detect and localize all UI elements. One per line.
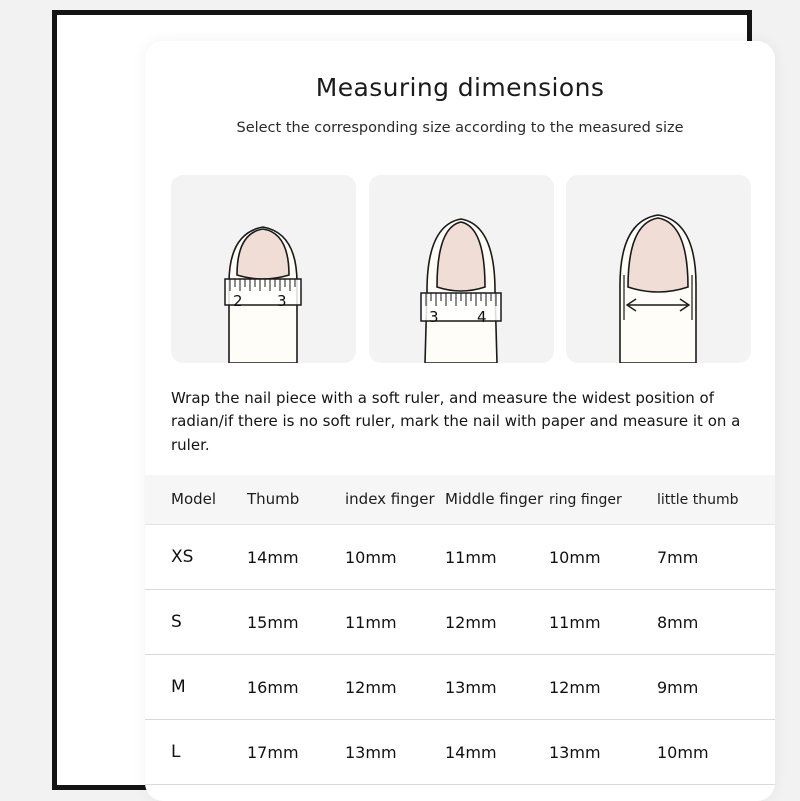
cell-model: XS bbox=[145, 525, 241, 590]
illustration-tile-3 bbox=[566, 175, 751, 363]
cell-little-thumb: 9mm bbox=[653, 655, 775, 720]
header-model: Model bbox=[171, 490, 217, 508]
cell-index-finger: 10mm bbox=[339, 525, 439, 590]
finger-with-ruler-2-icon bbox=[369, 175, 554, 363]
ruler-tick-label: 3 bbox=[277, 292, 287, 310]
cell-model: L bbox=[145, 720, 241, 785]
page-subtitle: Select the corresponding size according to the measured size bbox=[236, 120, 684, 136]
ruler-tick-label: 4 bbox=[476, 308, 487, 326]
cell-thumb: 14mm bbox=[241, 525, 339, 590]
cell-model: S bbox=[145, 590, 241, 655]
header-little-thumb: little thumb bbox=[657, 491, 739, 508]
cell-middle-finger: 14mm bbox=[439, 720, 545, 785]
table-row bbox=[145, 655, 775, 720]
cell-little-thumb: 8mm bbox=[653, 590, 775, 655]
cell-index-finger: 12mm bbox=[339, 655, 439, 720]
cell-thumb: 15mm bbox=[241, 590, 339, 655]
table-row bbox=[145, 720, 775, 785]
cell-ring-finger: 12mm bbox=[545, 655, 653, 720]
header-index-finger: index finger bbox=[345, 490, 435, 508]
finger-with-width-arrow-icon bbox=[566, 175, 751, 363]
size-table bbox=[145, 475, 775, 785]
header-ring-finger: ring finger bbox=[549, 491, 622, 508]
cell-thumb: 16mm bbox=[241, 655, 339, 720]
cell-ring-finger: 13mm bbox=[545, 720, 653, 785]
cell-thumb: 17mm bbox=[241, 720, 339, 785]
cell-middle-finger: 12mm bbox=[439, 590, 545, 655]
cell-middle-finger: 13mm bbox=[439, 655, 545, 720]
cell-index-finger: 11mm bbox=[339, 590, 439, 655]
size-guide-card bbox=[145, 41, 775, 801]
illustration-tile-1 bbox=[171, 175, 356, 363]
header-middle-finger: Middle finger bbox=[445, 490, 544, 508]
cell-little-thumb: 7mm bbox=[653, 525, 775, 590]
instructions-text: Wrap the nail piece with a soft ruler, and measure the widest position of radian/if there is no soft ruler, mark the nail with paper and measure it on a ruler. bbox=[171, 389, 741, 454]
illustration-tile-2 bbox=[369, 175, 554, 363]
cell-model: M bbox=[145, 655, 241, 720]
ruler-tick-label: 3 bbox=[428, 308, 439, 326]
cell-ring-finger: 10mm bbox=[545, 525, 653, 590]
cell-little-thumb: 10mm bbox=[653, 720, 775, 785]
cell-middle-finger: 11mm bbox=[439, 525, 545, 590]
photo-frame bbox=[52, 10, 752, 790]
illustration-row bbox=[171, 175, 751, 363]
table-header-row bbox=[145, 475, 775, 525]
finger-with-ruler-1-icon bbox=[171, 175, 356, 363]
table-row bbox=[145, 525, 775, 590]
page-title: Measuring dimensions bbox=[315, 73, 605, 102]
ruler-tick-label: 2 bbox=[233, 292, 243, 310]
table-row bbox=[145, 590, 775, 655]
cell-index-finger: 13mm bbox=[339, 720, 439, 785]
header-thumb: Thumb bbox=[247, 490, 300, 508]
cell-ring-finger: 11mm bbox=[545, 590, 653, 655]
